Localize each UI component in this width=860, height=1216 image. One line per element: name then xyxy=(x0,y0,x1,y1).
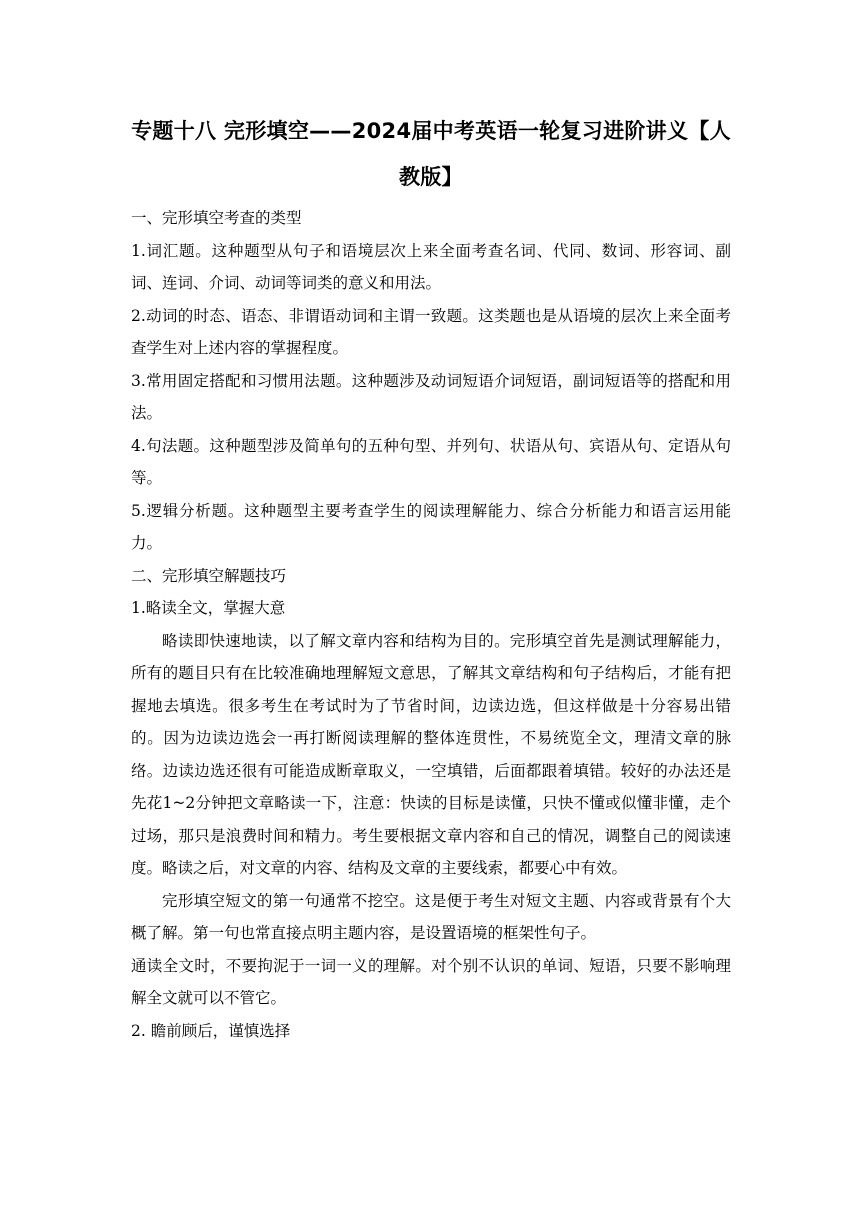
document-title: 专题十八 完形填空——2024届中考英语一轮复习进阶讲义【人教版】 xyxy=(131,119,731,189)
list-item: 1.词汇题。这种题型从句子和语境层次上来全面考查名词、代同、数词、形容词、副词、连词、介词、动词等词类的意义和用法。 xyxy=(131,241,731,292)
section-heading-types: 一、完形填空考查的类型 xyxy=(131,209,302,227)
document-page xyxy=(131,108,731,1047)
subheading-look-around: 2. 瞻前顾后，谨慎选择 xyxy=(131,1021,291,1040)
list-item: 4.句法题。这种题型涉及简单句的五种句型、并列句、状语从句、宾语从句、定语从句等。 xyxy=(131,436,731,487)
subheading-skim: 1.略读全文，掌握大意 xyxy=(131,599,286,617)
list-item: 2.动词的时态、语态、非谓语动词和主谓一致题。这类题也是从语境的层次上来全面考查学生对上述内容的掌握程度。 xyxy=(131,306,731,357)
paragraph-first-sentence: 完形填空短文的第一句通常不挖空。这是便于考生对短文主题、内容或背景有个大概了解。第一句也常直接点明主题内容，是设置语境的框架性句子。 xyxy=(131,891,731,942)
paragraph-read-through: 通读全文时，不要拘泥于一词一义的理解。对个别不认识的单词、短语，只要不影响理解全文就可以不管它。 xyxy=(131,956,731,1007)
section-heading-techniques: 二、完形填空解题技巧 xyxy=(131,566,287,585)
list-item: 3.常用固定搭配和习惯用法题。这种题涉及动词短语介词短语，副词短语等的搭配和用法。 xyxy=(131,371,731,422)
paragraph-skim-body: 略读即快速地读，以了解文章内容和结构为目的。完形填空首先是测试理解能力，所有的题目只有在比较准确地理解短文意思，了解其文章结构和句子结构后，才能有把握地去填选。很多考生在考试时为了节省时间，边读边选，但这样做是十分容易出错的。因为边读边选会一再打断阅读理解的整体连贯性，不易统览全文，理清文章的脉络。边读边选还很有可能造成断章取义，一空填错，后面都跟着填错。较好的办法还是先花1~2分钟把文章略读一下，注意：快读的目标是读懂，只快不懂或似懂非懂，走个过场，那只是浪费时间和精力。考生要根据文章内容和自己的情况，调整自己的阅读速度。略读之后，对文章的内容、结构及文章的主要线索，都要心中有效。 xyxy=(131,631,731,877)
list-item: 5.逻辑分析题。这种题型主要考查学生的阅读理解能力、综合分析能力和语言运用能力。 xyxy=(131,501,731,552)
